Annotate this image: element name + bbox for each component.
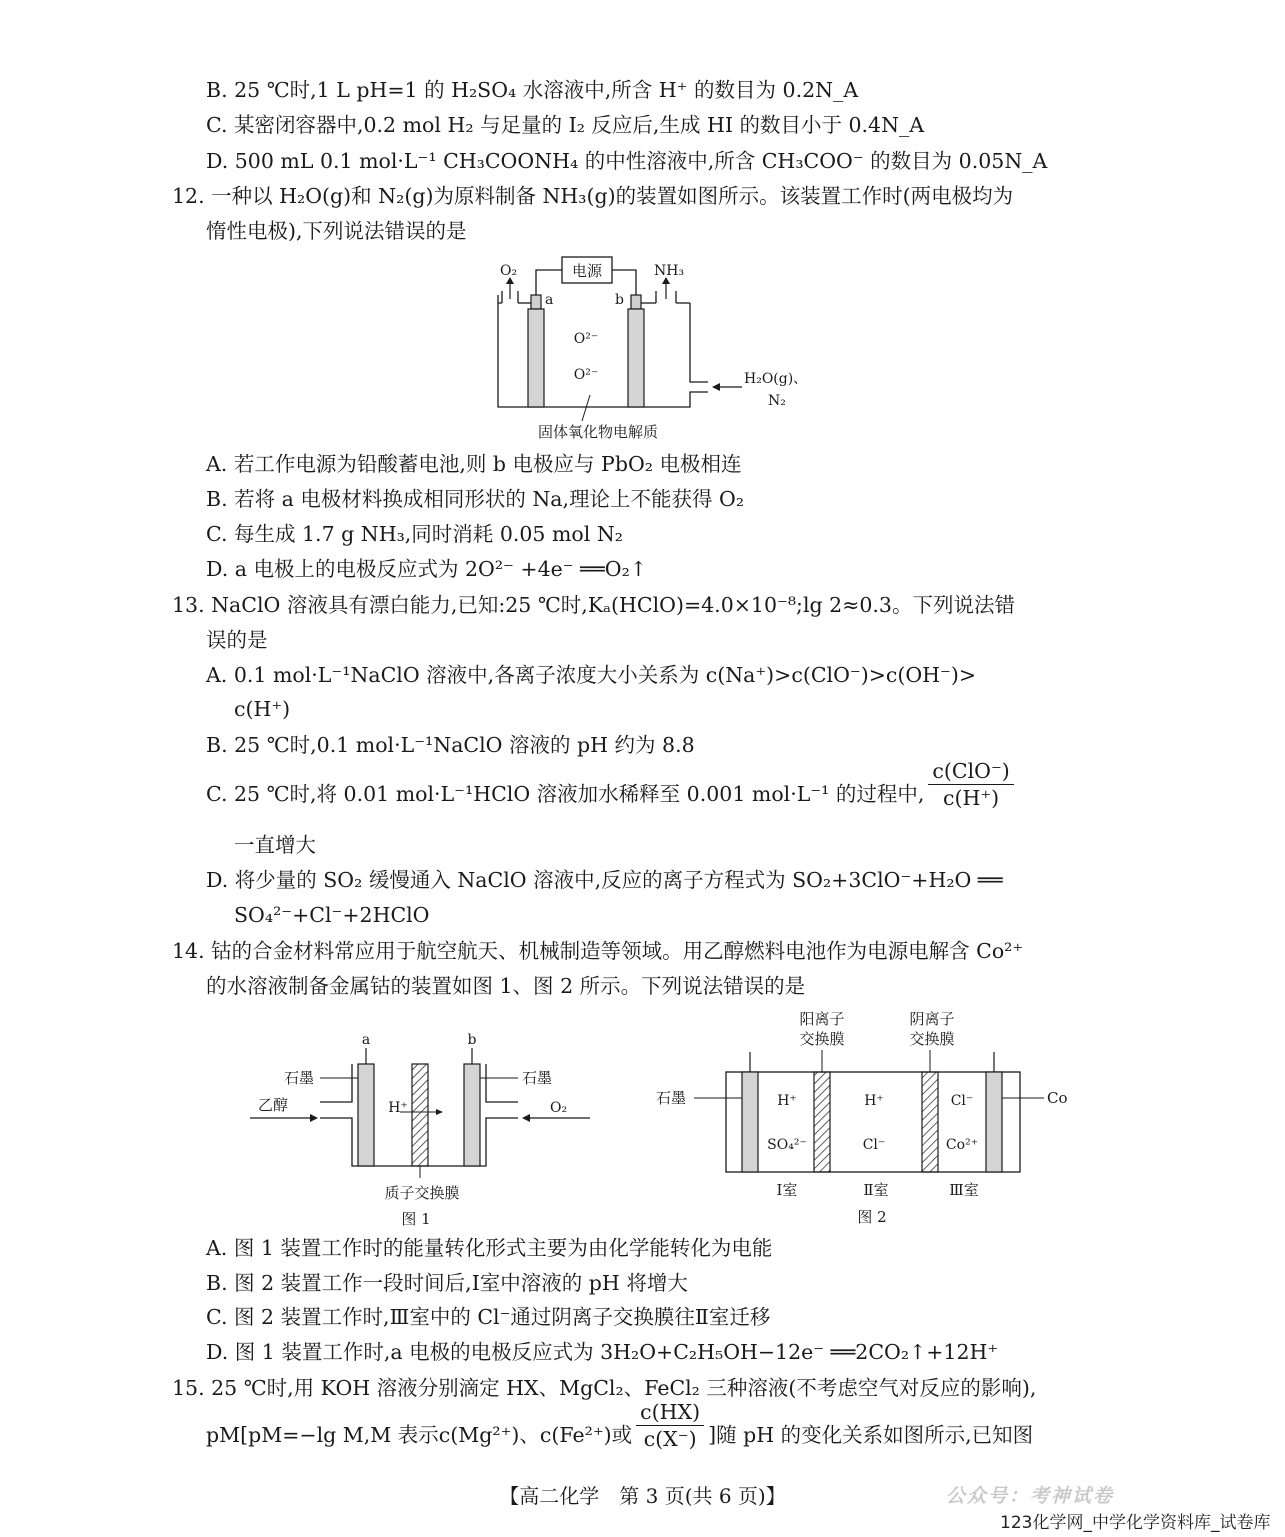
fig2-room1-ion2: SO₄²⁻ xyxy=(767,1137,807,1153)
q15-stem-line2 xyxy=(206,1400,1034,1452)
q14-option-c: C. 图 2 装置工作时,Ⅲ室中的 Cl⁻通过阴离子交换膜往Ⅱ室迁移 xyxy=(206,1305,771,1329)
fig1-graphite-left: 石墨 xyxy=(284,1069,315,1087)
q14-option-d: D. 图 1 装置工作时,a 电极的电极反应式为 3H₂O+C₂H₅OH−12e⁻ ══2CO₂↑+12H⁺ xyxy=(206,1340,999,1364)
q12-stem-line1: 12. 一种以 H₂O(g)和 N₂(g)为原料制备 NH₃(g)的装置如图所示。该装置工作时(两电极均为 xyxy=(172,184,1014,208)
q13-option-d-line1: D. 将少量的 SO₂ 缓慢通入 NaClO 溶液中,反应的离子方程式为 SO₂+3ClO⁻+H₂O ══ xyxy=(206,868,1003,892)
fig2-graphite-label: 石墨 xyxy=(656,1089,687,1107)
electrode-b-label: b xyxy=(615,292,624,308)
electrolyte-label: 固体氧化物电解质 xyxy=(537,423,659,441)
q15-stem-text-b: ]随 pH 的变化关系如图所示,已知图 xyxy=(708,1423,1034,1447)
fig2-room2-ion2: Cl⁻ xyxy=(862,1137,886,1153)
fig2-caption: 图 2 xyxy=(857,1208,887,1226)
q12-electrolysis-figure xyxy=(470,255,830,447)
fig2-room2-label: Ⅱ室 xyxy=(863,1181,889,1199)
q14-figure-2 xyxy=(654,1006,1084,1230)
ion-label-1: O²⁻ xyxy=(573,331,599,347)
q14-option-a: A. 图 1 装置工作时的能量转化形式主要为由化学能转化为电能 xyxy=(206,1236,773,1260)
fig2-graphite-electrode xyxy=(742,1072,758,1172)
q13-option-d-line2: SO₄²⁻+Cl⁻+2HClO xyxy=(234,903,430,927)
q13-fraction-numerator: c(ClO⁻) xyxy=(928,758,1013,785)
fig1-electrode-b xyxy=(464,1064,480,1166)
q14-stem-line1: 14. 钴的合金材料常应用于航空航天、机械制造等领域。用乙醇燃料电池作为电源电解含 Co²⁺ xyxy=(172,939,1024,963)
fig2-room1-ion1: H⁺ xyxy=(777,1093,797,1109)
fig2-anion-membrane xyxy=(922,1072,938,1172)
q12-stem-line2: 惰性电极),下列说法错误的是 xyxy=(206,219,467,243)
fig2-co-electrode xyxy=(986,1072,1002,1172)
page-footer: 【高二化学 第 3 页(共 6 页)】 xyxy=(499,1484,786,1508)
fig1-graphite-right: 石墨 xyxy=(522,1069,553,1087)
fig1-b-label: b xyxy=(467,1032,477,1048)
q13-stem-line2: 误的是 xyxy=(206,628,268,652)
q13-option-a-line1: A. 0.1 mol·L⁻¹NaClO 溶液中,各离子浓度大小关系为 c(Na⁺)>c(ClO⁻)>c(OH⁻)> xyxy=(206,663,977,687)
nh3-outlet-label: NH₃ xyxy=(654,263,685,279)
fig2-room2-ion1: H⁺ xyxy=(864,1093,884,1109)
fig2-anion-membrane-label-2: 交换膜 xyxy=(909,1030,955,1048)
fig1-proton-membrane xyxy=(412,1064,428,1166)
fig1-electrode-a xyxy=(358,1064,374,1166)
q12-option-a: A. 若工作电源为铅酸蓄电池,则 b 电极应与 PbO₂ 电极相连 xyxy=(206,452,742,476)
q15-fraction-denominator: c(X⁻) xyxy=(643,1427,697,1451)
q13-option-c-text: C. 25 ℃时,将 0.01 mol·L⁻¹HClO 溶液加水稀释至 0.001 mol·L⁻¹ 的过程中, xyxy=(206,782,925,806)
q13-option-c-line1 xyxy=(206,759,1018,811)
q13-option-a-line2: c(H⁺) xyxy=(234,697,291,721)
fig2-cation-membrane xyxy=(814,1072,830,1172)
electrode-a xyxy=(528,309,544,407)
q11-option-d: D. 500 mL 0.1 mol·L⁻¹ CH₃COONH₄ 的中性溶液中,所含 CH₃COO⁻ 的数目为 0.05N_A xyxy=(206,149,1048,173)
q12-option-b: B. 若将 a 电极材料换成相同形状的 Na,理论上不能获得 O₂ xyxy=(206,487,745,511)
q13-option-c-fraction xyxy=(928,758,1013,811)
q15-stem-text-a: pM[pM=−lg M,M 表示c(Mg²⁺)、c(Fe²⁺)或 xyxy=(206,1423,633,1447)
fig2-vessel xyxy=(726,1072,1020,1172)
q12-option-c: C. 每生成 1.7 g NH₃,同时消耗 0.05 mol N₂ xyxy=(206,522,623,546)
q13-stem-line1: 13. NaClO 溶液具有漂白能力,已知:25 ℃时,Kₐ(HClO)=4.0×10⁻⁸;lg 2≈0.3。下列说法错 xyxy=(172,593,1015,617)
electrode-b xyxy=(628,309,644,407)
q14-figure-1 xyxy=(250,1028,600,1230)
fig2-anion-membrane-label-1: 阴离子 xyxy=(909,1010,955,1028)
q13-fraction-denominator: c(H⁺) xyxy=(943,786,1000,810)
fig2-room3-ion1: Cl⁻ xyxy=(950,1093,974,1109)
q14-option-b: B. 图 2 装置工作一段时间后,Ⅰ室中溶液的 pH 将增大 xyxy=(206,1271,688,1295)
q11-option-c: C. 某密闭容器中,0.2 mol H₂ 与足量的 I₂ 反应后,生成 HI 的数目小于 0.4N_A xyxy=(206,113,925,137)
fig1-ethanol-label: 乙醇 xyxy=(258,1096,289,1114)
o2-outlet-label: O₂ xyxy=(500,263,518,279)
ion-label-2: O²⁻ xyxy=(573,367,599,383)
q15-fraction xyxy=(636,1399,704,1452)
fig2-room3-label: Ⅲ室 xyxy=(949,1181,979,1199)
watermark: 公众号：考神试卷 xyxy=(946,1485,1115,1507)
inlet-label-2: N₂ xyxy=(768,393,786,409)
q11-option-b: B. 25 ℃时,1 L pH=1 的 H₂SO₄ 水溶液中,所含 H⁺ 的数目为 0.2N_A xyxy=(206,78,859,102)
fig1-caption: 图 1 xyxy=(401,1210,431,1228)
q13-option-b: B. 25 ℃时,0.1 mol·L⁻¹NaClO 溶液的 pH 约为 8.8 xyxy=(206,733,695,757)
fig1-o2-label: O₂ xyxy=(550,1100,568,1116)
fig1-a-label: a xyxy=(361,1032,371,1048)
site-text: 123化学网_中学化学资料库_试卷库 xyxy=(1000,1513,1271,1533)
q13-option-c-line2: 一直增大 xyxy=(234,833,316,857)
fig2-co-label: Co xyxy=(1047,1089,1068,1107)
q14-stem-line2: 的水溶液制备金属钴的装置如图 1、图 2 所示。下列说法错误的是 xyxy=(206,974,806,998)
inlet-label-1: H₂O(g)、 xyxy=(744,371,808,387)
q12-option-d: D. a 电极上的电极反应式为 2O²⁻ +4e⁻ ══O₂↑ xyxy=(206,557,647,581)
fig2-cation-membrane-label-1: 阳离子 xyxy=(799,1010,845,1028)
fig2-cation-membrane-label-2: 交换膜 xyxy=(799,1030,845,1048)
fig1-membrane-label: 质子交换膜 xyxy=(384,1184,460,1202)
fig1-hplus-label: H⁺ xyxy=(388,1100,408,1116)
q15-stem-line1: 15. 25 ℃时,用 KOH 溶液分别滴定 HX、MgCl₂、FeCl₂ 三种溶液(不考虑空气对反应的影响), xyxy=(172,1376,1037,1400)
electrode-a-label: a xyxy=(545,292,554,308)
fig2-room3-ion2: Co²⁺ xyxy=(945,1137,979,1153)
q15-fraction-numerator: c(HX) xyxy=(636,1399,704,1426)
power-label: 电源 xyxy=(571,262,603,280)
fig2-room1-label: Ⅰ室 xyxy=(776,1181,798,1199)
